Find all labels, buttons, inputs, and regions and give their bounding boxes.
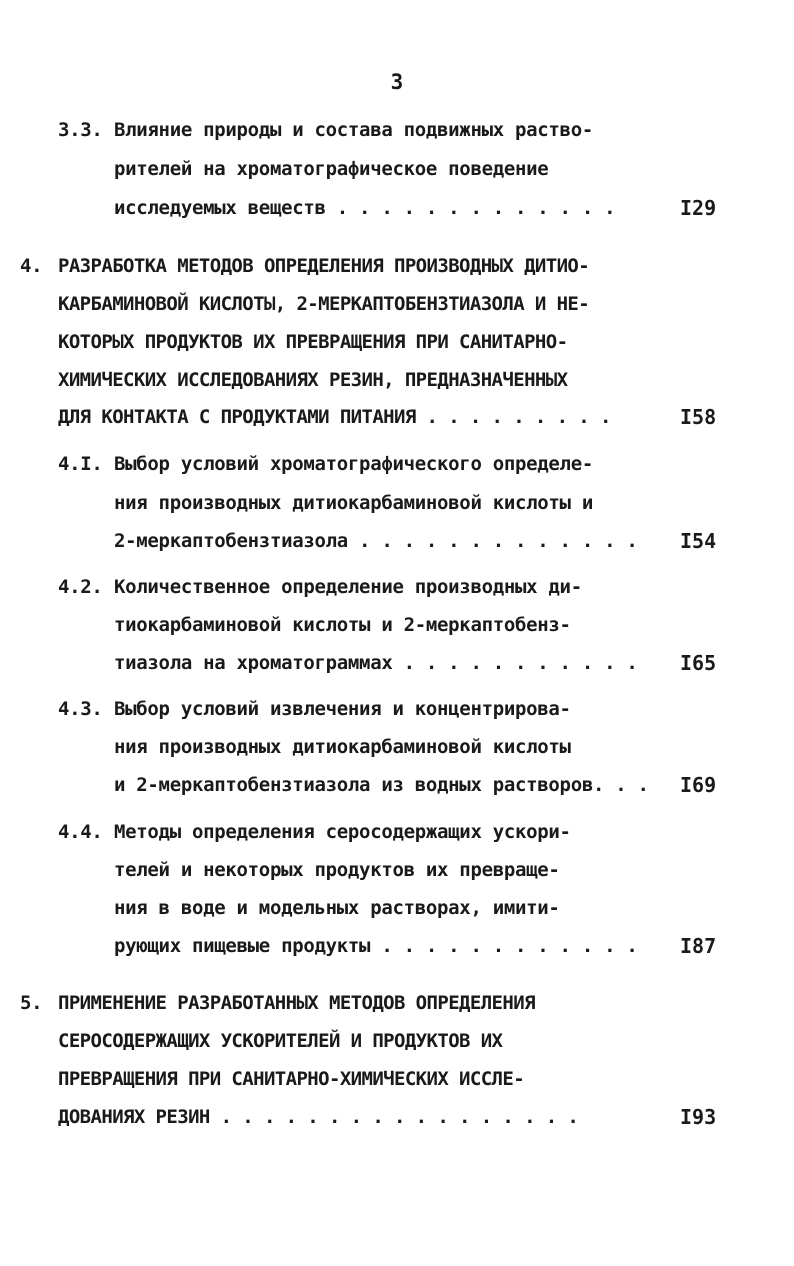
toc-entry-page: I65 xyxy=(680,651,717,675)
toc-entry-line: ния производных дитиокарбаминовой кислоты и xyxy=(114,492,593,514)
toc-entry-line: ния в воде и модельных растворах, имити- xyxy=(114,897,560,919)
toc-entry-number: 4.I. xyxy=(58,453,103,475)
toc-entry-page: I69 xyxy=(680,773,717,797)
toc-entry-line: Выбор условий извлечения и концентрирова- xyxy=(114,698,571,720)
toc-entry-number: 4. xyxy=(20,255,43,277)
toc-entry-number: 5. xyxy=(20,992,43,1014)
toc-entry-line: ХИМИЧЕСКИХ ИССЛЕДОВАНИЯХ РЕЗИН, ПРЕДНАЗНАЧЕННЫХ xyxy=(58,369,568,391)
toc-entry-line: 2-меркаптобензтиазола . . . . . . . . . . . . . xyxy=(114,530,638,552)
toc-entry-line: тиокарбаминовой кислоты и 2-меркаптобенз- xyxy=(114,614,571,636)
toc-entry-line: Методы определения серосодержащих ускори- xyxy=(114,821,571,843)
toc-entry-line: ДОВАНИЯХ РЕЗИН . . . . . . . . . . . . . . . . . xyxy=(58,1106,579,1128)
toc-entry-line: ПРИМЕНЕНИЕ РАЗРАБОТАННЫХ МЕТОДОВ ОПРЕДЕЛЕНИЯ xyxy=(58,992,535,1014)
toc-entry-line: ПРЕВРАЩЕНИЯ ПРИ САНИТАРНО-ХИМИЧЕСКИХ ИССЛЕ- xyxy=(58,1068,525,1090)
toc-entry-number: 3.3. xyxy=(58,119,103,141)
toc-entry-number: 4.2. xyxy=(58,576,103,598)
toc-entry-page: I54 xyxy=(680,529,717,553)
toc-entry-line: ДЛЯ КОНТАКТА С ПРОДУКТАМИ ПИТАНИЯ . . . . . . . . . xyxy=(58,406,611,428)
toc-entry-line: КАРБАМИНОВОЙ КИСЛОТЫ, 2-МЕРКАПТОБЕНЗТИАЗОЛА И НЕ- xyxy=(58,293,590,315)
toc-entry-page: I87 xyxy=(680,934,717,958)
toc-entry-line: СЕРОСОДЕРЖАЩИХ УСКОРИТЕЛЕЙ И ПРОДУКТОВ ИХ xyxy=(58,1030,503,1052)
toc-entry-page: I93 xyxy=(680,1105,717,1129)
toc-entry-page: I58 xyxy=(680,405,717,429)
toc-entry-line: тиазола на хроматограммах . . . . . . . . . . . xyxy=(114,652,638,674)
page-number: 3 xyxy=(390,70,404,94)
toc-entry-line: телей и некоторых продуктов их превраще- xyxy=(114,859,560,881)
toc-entry-line: ния производных дитиокарбаминовой кислоты xyxy=(114,736,571,758)
toc-entry-line: и 2-меркаптобензтиазола из водных растворов. . . xyxy=(114,774,649,796)
toc-entry-line: КОТОРЫХ ПРОДУКТОВ ИХ ПРЕВРАЩЕНИЯ ПРИ САНИТАРНО- xyxy=(58,331,568,353)
toc-entry-page: I29 xyxy=(680,196,717,220)
toc-entry-number: 4.3. xyxy=(58,698,103,720)
toc-entry-line: РАЗРАБОТКА МЕТОДОВ ОПРЕДЕЛЕНИЯ ПРОИЗВОДНЫХ ДИТИО- xyxy=(58,255,590,277)
toc-entry-line: исследуемых веществ . . . . . . . . . . . . . xyxy=(114,197,616,219)
toc-entry-number: 4.4. xyxy=(58,821,103,843)
toc-entry-line: Выбор условий хроматографического определе- xyxy=(114,453,593,475)
toc-entry-line: Влияние природы и состава подвижных раство- xyxy=(114,119,593,141)
toc-entry-line: Количественное определение производных ди- xyxy=(114,576,582,598)
toc-entry-line: рителей на хроматографическое поведение xyxy=(114,158,549,180)
toc-entry-line: рующих пищевые продукты . . . . . . . . . . . . xyxy=(114,935,638,957)
